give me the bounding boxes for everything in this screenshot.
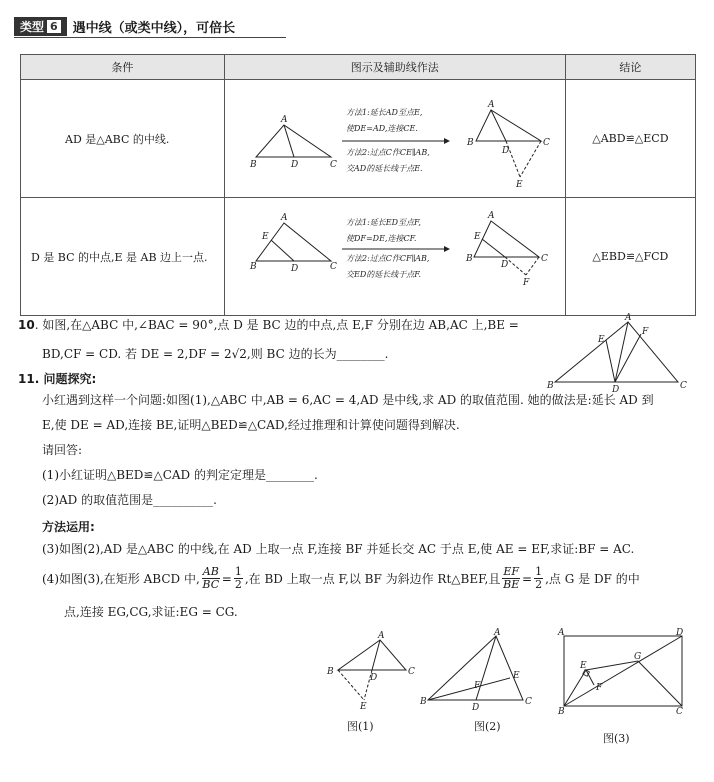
svg-text:D: D — [676, 628, 684, 638]
table-header: 图示及辅助线作法 — [224, 55, 565, 80]
svg-text:C: C — [329, 160, 337, 170]
table-header: 条件 — [21, 55, 225, 80]
type-label: 类型 — [20, 19, 45, 34]
svg-text:C: C — [680, 381, 687, 391]
method-line: 交ED的延长线于点F. — [345, 270, 421, 279]
section-header — [14, 16, 235, 36]
svg-text:D: D — [370, 673, 378, 683]
fraction: $\frac{1}{2}$ — [535, 565, 543, 591]
figure-2 — [418, 628, 538, 714]
q11-paragraph: E,使 DE = AD,连接 BE,证明△BED≌△CAD,经过推理和计算使问题得到解决. — [42, 418, 460, 432]
q11-subquestion: (2)AD 的取值范围是__________. — [42, 493, 217, 507]
q11-subquestion: (1)小红证明△BED≌△CAD 的判定定理是________. — [42, 468, 318, 482]
svg-text:A: A — [558, 628, 565, 638]
conclusion-cell — [565, 80, 695, 198]
svg-text:D: D — [501, 146, 509, 156]
svg-text:E: E — [513, 671, 520, 681]
triangle-ebc-right — [465, 211, 548, 288]
method-line: 方法1:延长ED至点F, — [345, 218, 421, 227]
row1-figure — [226, 81, 564, 193]
svg-text:D: D — [472, 703, 480, 713]
svg-text:F: F — [596, 683, 603, 693]
condition-text: D 是 BC 的中点,E 是 AB 边上一点. — [31, 250, 208, 264]
q11-title: . 问题探究: — [34, 372, 97, 386]
svg-text:B: B — [249, 160, 257, 170]
svg-text:D: D — [290, 160, 298, 170]
svg-text:A: A — [378, 631, 385, 641]
svg-text:D: D — [290, 264, 298, 274]
figure-1 — [322, 630, 422, 710]
table-row — [21, 198, 696, 316]
q11-text: ,在 BD 上取一点 F,以 BF 为斜边作 Rt△BEF,且 — [244, 571, 501, 586]
question-number: 10 — [18, 318, 35, 332]
conclusion-text: △ABD≌△ECD — [592, 132, 669, 145]
svg-text:C: C — [540, 254, 548, 264]
q10-line2 — [42, 347, 388, 361]
conclusion-cell — [565, 198, 695, 316]
svg-text:E: E — [360, 702, 367, 710]
fraction: $\frac{EF}{BE}$ — [503, 565, 520, 591]
svg-text:B: B — [327, 667, 334, 677]
svg-text:G: G — [634, 652, 642, 662]
question-number: 11 — [18, 372, 35, 386]
arrow-head-icon — [444, 138, 450, 144]
svg-text:B: B — [466, 138, 474, 148]
figure-3 — [556, 626, 688, 720]
method-line: 方法2:过点C作CF∥AB, — [345, 254, 430, 263]
figure-caption: 图(2) — [474, 720, 501, 733]
svg-text:C: C — [542, 138, 550, 148]
svg-text:F: F — [642, 327, 649, 337]
q11-subquestion-4: (4)如图(3),在矩形 ABCD 中, $\frac{AB}{BC}$ = $\frac{1}{2}$ ,在 BD 上取一点 F,以 BF 为斜边作 Rt△BEF,且 $\frac{EF}{BE}$ = $\frac{1}{2}$ ,点 G 是 DF 的中 — [42, 565, 640, 591]
svg-text:E: E — [598, 335, 605, 345]
svg-text:C: C — [676, 707, 683, 717]
method-title: 方法运用: — [42, 520, 95, 534]
figure-cell — [224, 80, 565, 198]
svg-text:E: E — [473, 232, 481, 242]
svg-text:C: C — [329, 262, 337, 272]
svg-text:B: B — [558, 707, 565, 717]
svg-text:F: F — [474, 681, 481, 691]
conclusion-text: △EBD≌△FCD — [592, 250, 669, 263]
q10-figure — [540, 312, 690, 392]
fraction: $\frac{1}{2}$ — [234, 565, 242, 591]
svg-text:E: E — [580, 661, 587, 671]
q11-paragraph: 小红遇到这样一个问题:如图(1),△ABC 中,AB = 6,AC = 4,AD 是中线,求 AD 的取值范围. 她的做法是:延长 AD 到 — [42, 393, 654, 407]
q11-text: 点,连接 EG,CG,求证:EG = CG. — [64, 605, 238, 619]
section-title: 遇中线（或类中线），可倍长 — [72, 20, 236, 36]
figure-caption: 图(3) — [603, 732, 630, 745]
svg-text:A: A — [280, 115, 288, 125]
q11-text: (4)如图(3),在矩形 ABCD 中, — [42, 571, 200, 586]
q10-text: BD,CF = CD. 若 DE = 2,DF = 2√2,则 BC 边的长为________. — [42, 347, 389, 361]
q11-paragraph: 请回答: — [42, 443, 83, 457]
figure-caption: 图(1) — [347, 720, 374, 733]
svg-text:E: E — [261, 232, 269, 242]
condition-cell — [21, 198, 225, 316]
svg-text:D: D — [612, 385, 620, 392]
svg-text:F: F — [522, 278, 530, 288]
method-line: 交AD的延长线于点E. — [345, 164, 423, 173]
type-number: 6 — [47, 20, 61, 33]
svg-text:B: B — [547, 381, 554, 391]
svg-text:B: B — [465, 254, 473, 264]
svg-text:B: B — [249, 262, 257, 272]
condition-table — [20, 54, 696, 316]
triangle-abc-left — [249, 115, 337, 170]
method-line: 方法1:延长AD至点E, — [345, 108, 423, 117]
method-line: 使DE=AD,连接CE. — [345, 124, 418, 133]
q11-title-line — [18, 372, 96, 386]
svg-text:D: D — [500, 260, 508, 270]
header-underline — [14, 37, 286, 38]
table-header: 结论 — [565, 55, 695, 80]
svg-text:A: A — [625, 313, 632, 323]
fraction: $\frac{AB}{BC}$ — [202, 565, 220, 591]
q10-line1 — [18, 318, 519, 332]
table-row — [21, 80, 696, 198]
svg-text:C: C — [408, 667, 415, 677]
method-line: 使DF=DE,连接CF. — [345, 234, 417, 243]
svg-text:B: B — [420, 697, 427, 707]
svg-text:A: A — [487, 211, 495, 221]
condition-text: AD 是△ABC 的中线. — [65, 132, 170, 146]
q11-text: ,点 G 是 DF 的中 — [545, 571, 640, 586]
table-header-row — [21, 55, 696, 80]
svg-text:A: A — [487, 100, 495, 110]
arrow-head-icon — [444, 246, 450, 252]
svg-text:A: A — [494, 628, 501, 638]
svg-text:E: E — [515, 180, 523, 190]
q10-text: . 如图,在△ABC 中,∠BAC = 90°,点 D 是 BC 边的中点,点 E,F 分别在边 AB,AC 上,BE = — [34, 318, 519, 332]
triangle-abc-right — [466, 100, 550, 190]
figure-cell — [224, 198, 565, 316]
q11-subquestion: (3)如图(2),AD 是△ABC 的中线,在 AD 上取一点 F,连接 BF 并延长交 AC 于点 E,使 AE = EF,求证:BF = AC. — [42, 542, 635, 556]
condition-cell — [21, 80, 225, 198]
svg-text:A: A — [280, 213, 288, 223]
svg-text:C: C — [525, 697, 532, 707]
type-badge — [14, 17, 67, 36]
row2-figure — [226, 199, 564, 311]
triangle-ebc-left — [249, 213, 337, 274]
method-line: 方法2:过点C作CE∥AB, — [345, 148, 430, 157]
